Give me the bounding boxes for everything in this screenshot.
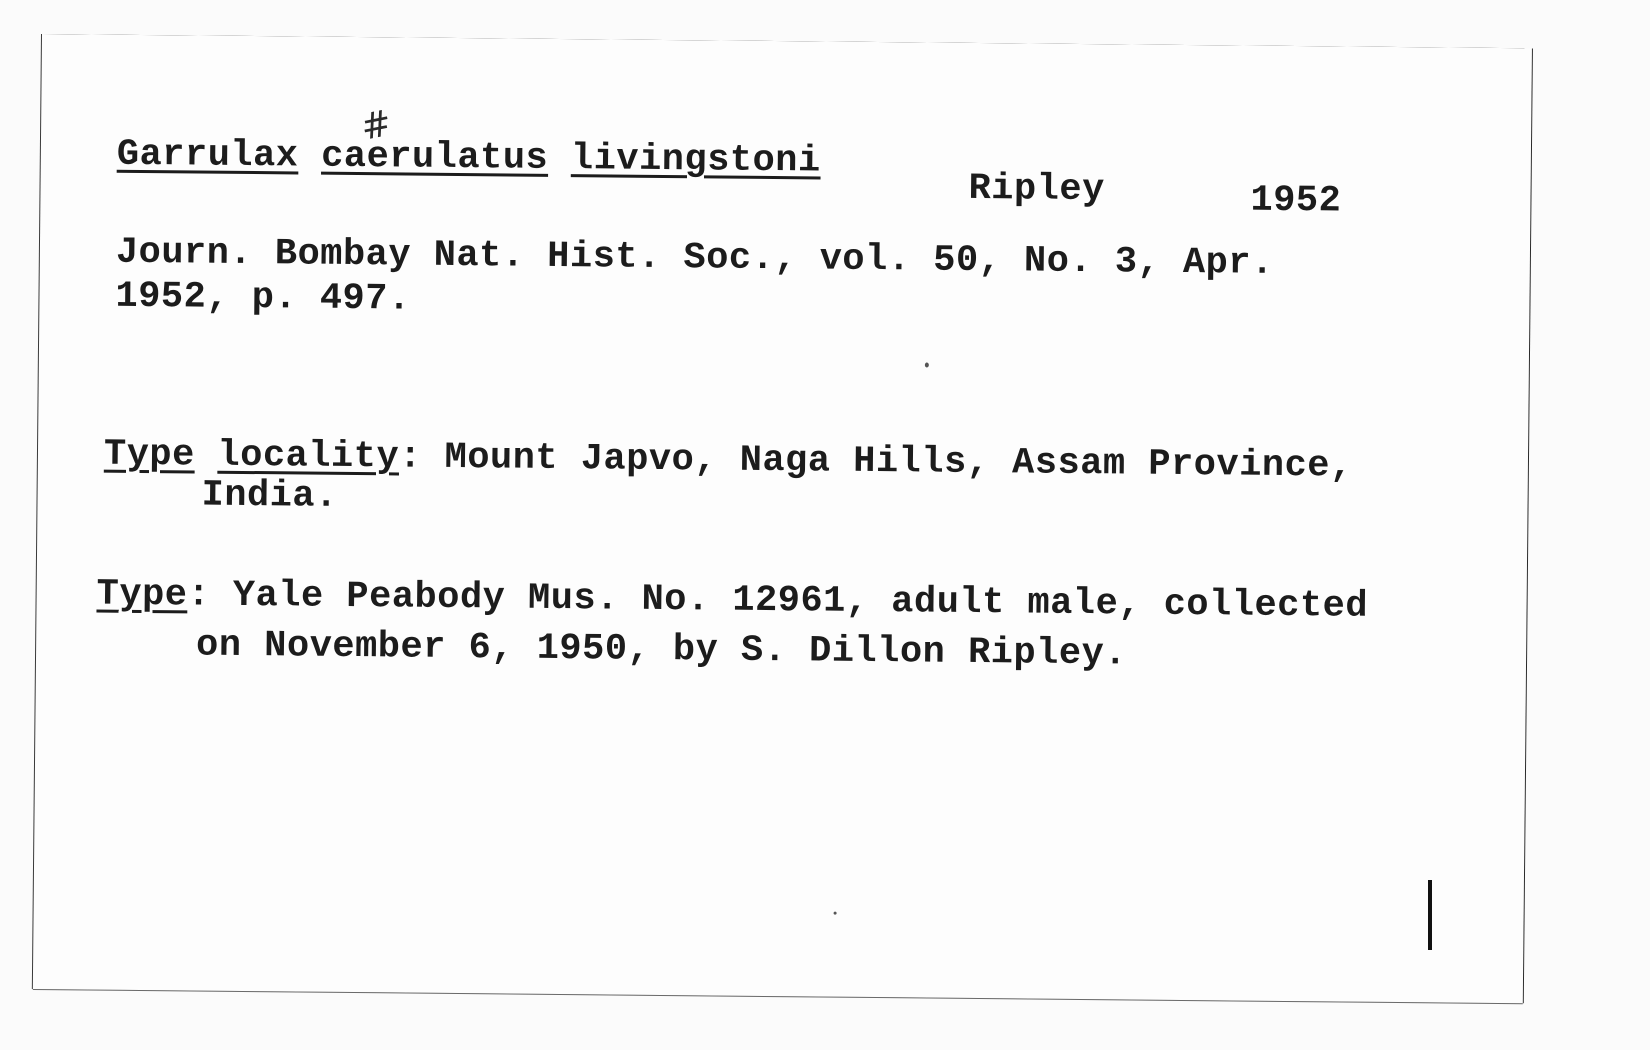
type-text-1: Yale Peabody Mus. No. 12961, adult male, collected [232, 574, 1369, 628]
publication-year: 1952 [1250, 179, 1342, 223]
species-name: caerulatus [320, 135, 549, 180]
subspecies-name: livingstoni [570, 138, 821, 183]
citation-line-2: 1952, p. 497. [115, 275, 411, 321]
citation-line-1: Journ. Bombay Nat. Hist. Soc., vol. 50, No. 3, Apr. [115, 231, 1274, 285]
type-line-1 [96, 575, 1368, 627]
type-locality-separator: : [398, 436, 423, 479]
type-locality-label-1: Type [103, 433, 195, 477]
type-locality-text-2: India. [201, 474, 339, 518]
genus-name: Garrulax [116, 133, 299, 178]
type-locality-text-1: Mount Japvo, Naga Hills, Assam Province, [444, 436, 1353, 488]
handwritten-mark: # [357, 102, 396, 149]
scan-speck [834, 912, 837, 915]
type-text-2: on November 6, 1950, by S. Dillon Ripley. [195, 624, 1128, 676]
type-locality-label-2: locality [217, 434, 400, 479]
index-card [33, 34, 1532, 1003]
scan-speck [925, 362, 929, 367]
author-name: Ripley [968, 167, 1105, 212]
card-edge-shadow [1428, 880, 1432, 950]
type-label: Type [96, 573, 188, 617]
type-separator: : [187, 574, 211, 617]
taxon-title [117, 135, 821, 182]
